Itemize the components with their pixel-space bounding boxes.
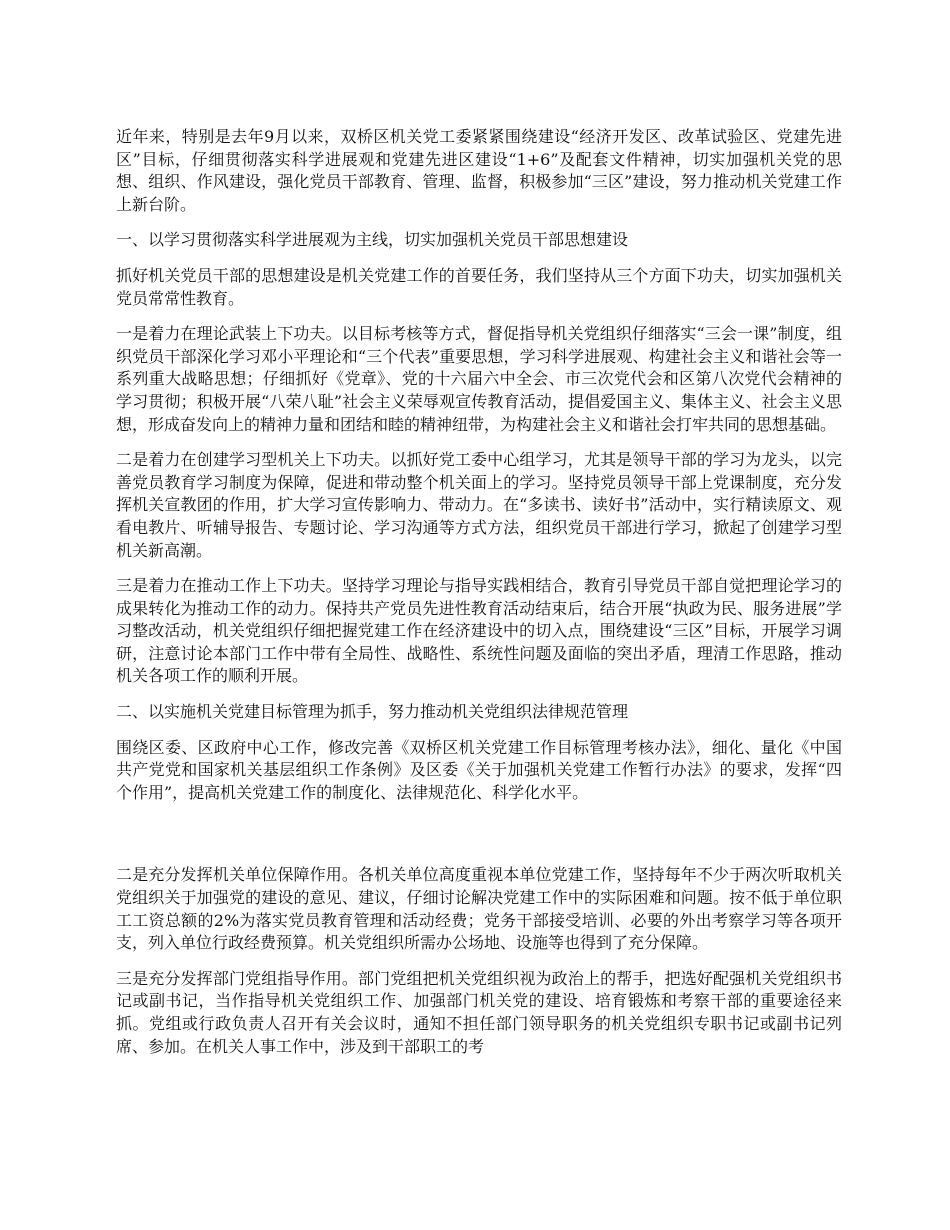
section-heading-1: 一、以学习贯彻落实科学进展观为主线，切实加强机关党员干部思想建设 [116,230,629,250]
intro-paragraph: 近年来，特别是去年9月以来，双桥区机关党工委紧紧围绕建设“经济开发区、改革试验区、党建先进区”目标，仔细贯彻落实科学进展观和党建先进区建设“1+6”及配套文件精神，切实加强机关党的思想、组织、作风建设，强化党员干部教育、管理、监督，积极参加“三区”建设，努力推动机关党建工作上新台阶。 [116,127,842,214]
section-2-point-2-paragraph: 二是充分发挥机关单位保障作用。各机关单位高度重视本单位党建工作，坚持每年不少于两次听取机关党组织关于加强党的建设的意见、建议，仔细讨论解决党建工作中的实际困难和问题。按不低于单位职工工资总额的2%为落实党员教育管理和活动经费；党务干部接受培训、必要的外出考察学习等各项开支，列入单位行政经费预算。机关党组织所需办公场地、设施等也得到了充分保障。 [116,865,842,953]
document-body [116,126,842,1071]
section-1-intro-paragraph: 抓好机关党员干部的思想建设是机关党建工作的首要任务，我们坚持从三个方面下功夫，切实加强机关党员常常性教育。 [116,265,842,308]
blank-gap [116,817,842,864]
section-1-point-2-paragraph: 二是着力在创建学习型机关上下功夫。以抓好党工委中心组学习，尤其是领导干部的学习为龙头，以完善党员教育学习制度为保障，促进和带动整个机关面上的学习。坚持党员领导干部上党课制度，充分发挥机关宣教团的作用，扩大学习宣传影响力、带动力。在“多读书、读好书”活动中，实行精读原文、观看电教片、听辅导报告、专题讨论、学习沟通等方式方法，组织党员干部进行学习，掀起了创建学习型机关新高潮。 [116,450,842,560]
section-1-point-1-paragraph: 一是着力在理论武装上下功夫。以目标考核等方式，督促指导机关党组织仔细落实“三会一课”制度，组织党员干部深化学习邓小平理论和“三个代表”重要思想，学习科学进展观、构建社会主义和谐社会等一系列重大战略思想；仔细抓好《党章》、党的十六届六中全会、市三次党代会和区第八次党代会精神的学习贯彻；积极开展“八荣八耻”社会主义荣辱观宣传教育活动，提倡爱国主义、集体主义、社会主义思想，形成奋发向上的精神力量和团结和睦的精神纽带，为构建社会主义和谐社会打牢共同的思想基础。 [116,324,842,434]
section-1-point-3-paragraph: 三是着力在推动工作上下功夫。坚持学习理论与指导实践相结合，教育引导党员干部自觉把理论学习的成果转化为推动工作的动力。保持共产党员先进性教育活动结束后，结合开展“执政为民、服务进展”学习整改活动，机关党组织仔细把握党建工作在经济建设中的切入点，围绕建设“三区”目标，开展学习调研，注意讨论本部门工作中带有全局性、战略性、系统性问题及面临的突出矛盾，理清工作思路，推动机关各项工作的顺利开展。 [116,576,842,686]
section-2-point-3-paragraph: 三是充分发挥部门党组指导作用。部门党组把机关党组织视为政治上的帮手，把选好配强机关党组织书记或副书记，当作指导机关党组织工作、加强部门机关党的建设、培育锻炼和考察干部的重要途径来抓。党组或行政负责人召开有关会议时，通知不担任部门领导职务的机关党组织专职书记或副书记列席、参加。在机关人事工作中，涉及到干部职工的考 [116,968,842,1056]
section-heading-2: 二、以实施机关党建目标管理为抓手，努力推动机关党组织法律规范管理 [116,702,629,722]
section-2-intro-paragraph: 围绕区委、区政府中心工作，修改完善《双桥区机关党建工作目标管理考核办法》，细化、量化《中国共产党党和国家机关基层组织工作条例》及区委《关于加强机关党建工作暂行办法》的要求，发挥“四个作用”，提高机关党建工作的制度化、法律规范化、科学化水平。 [116,737,842,802]
